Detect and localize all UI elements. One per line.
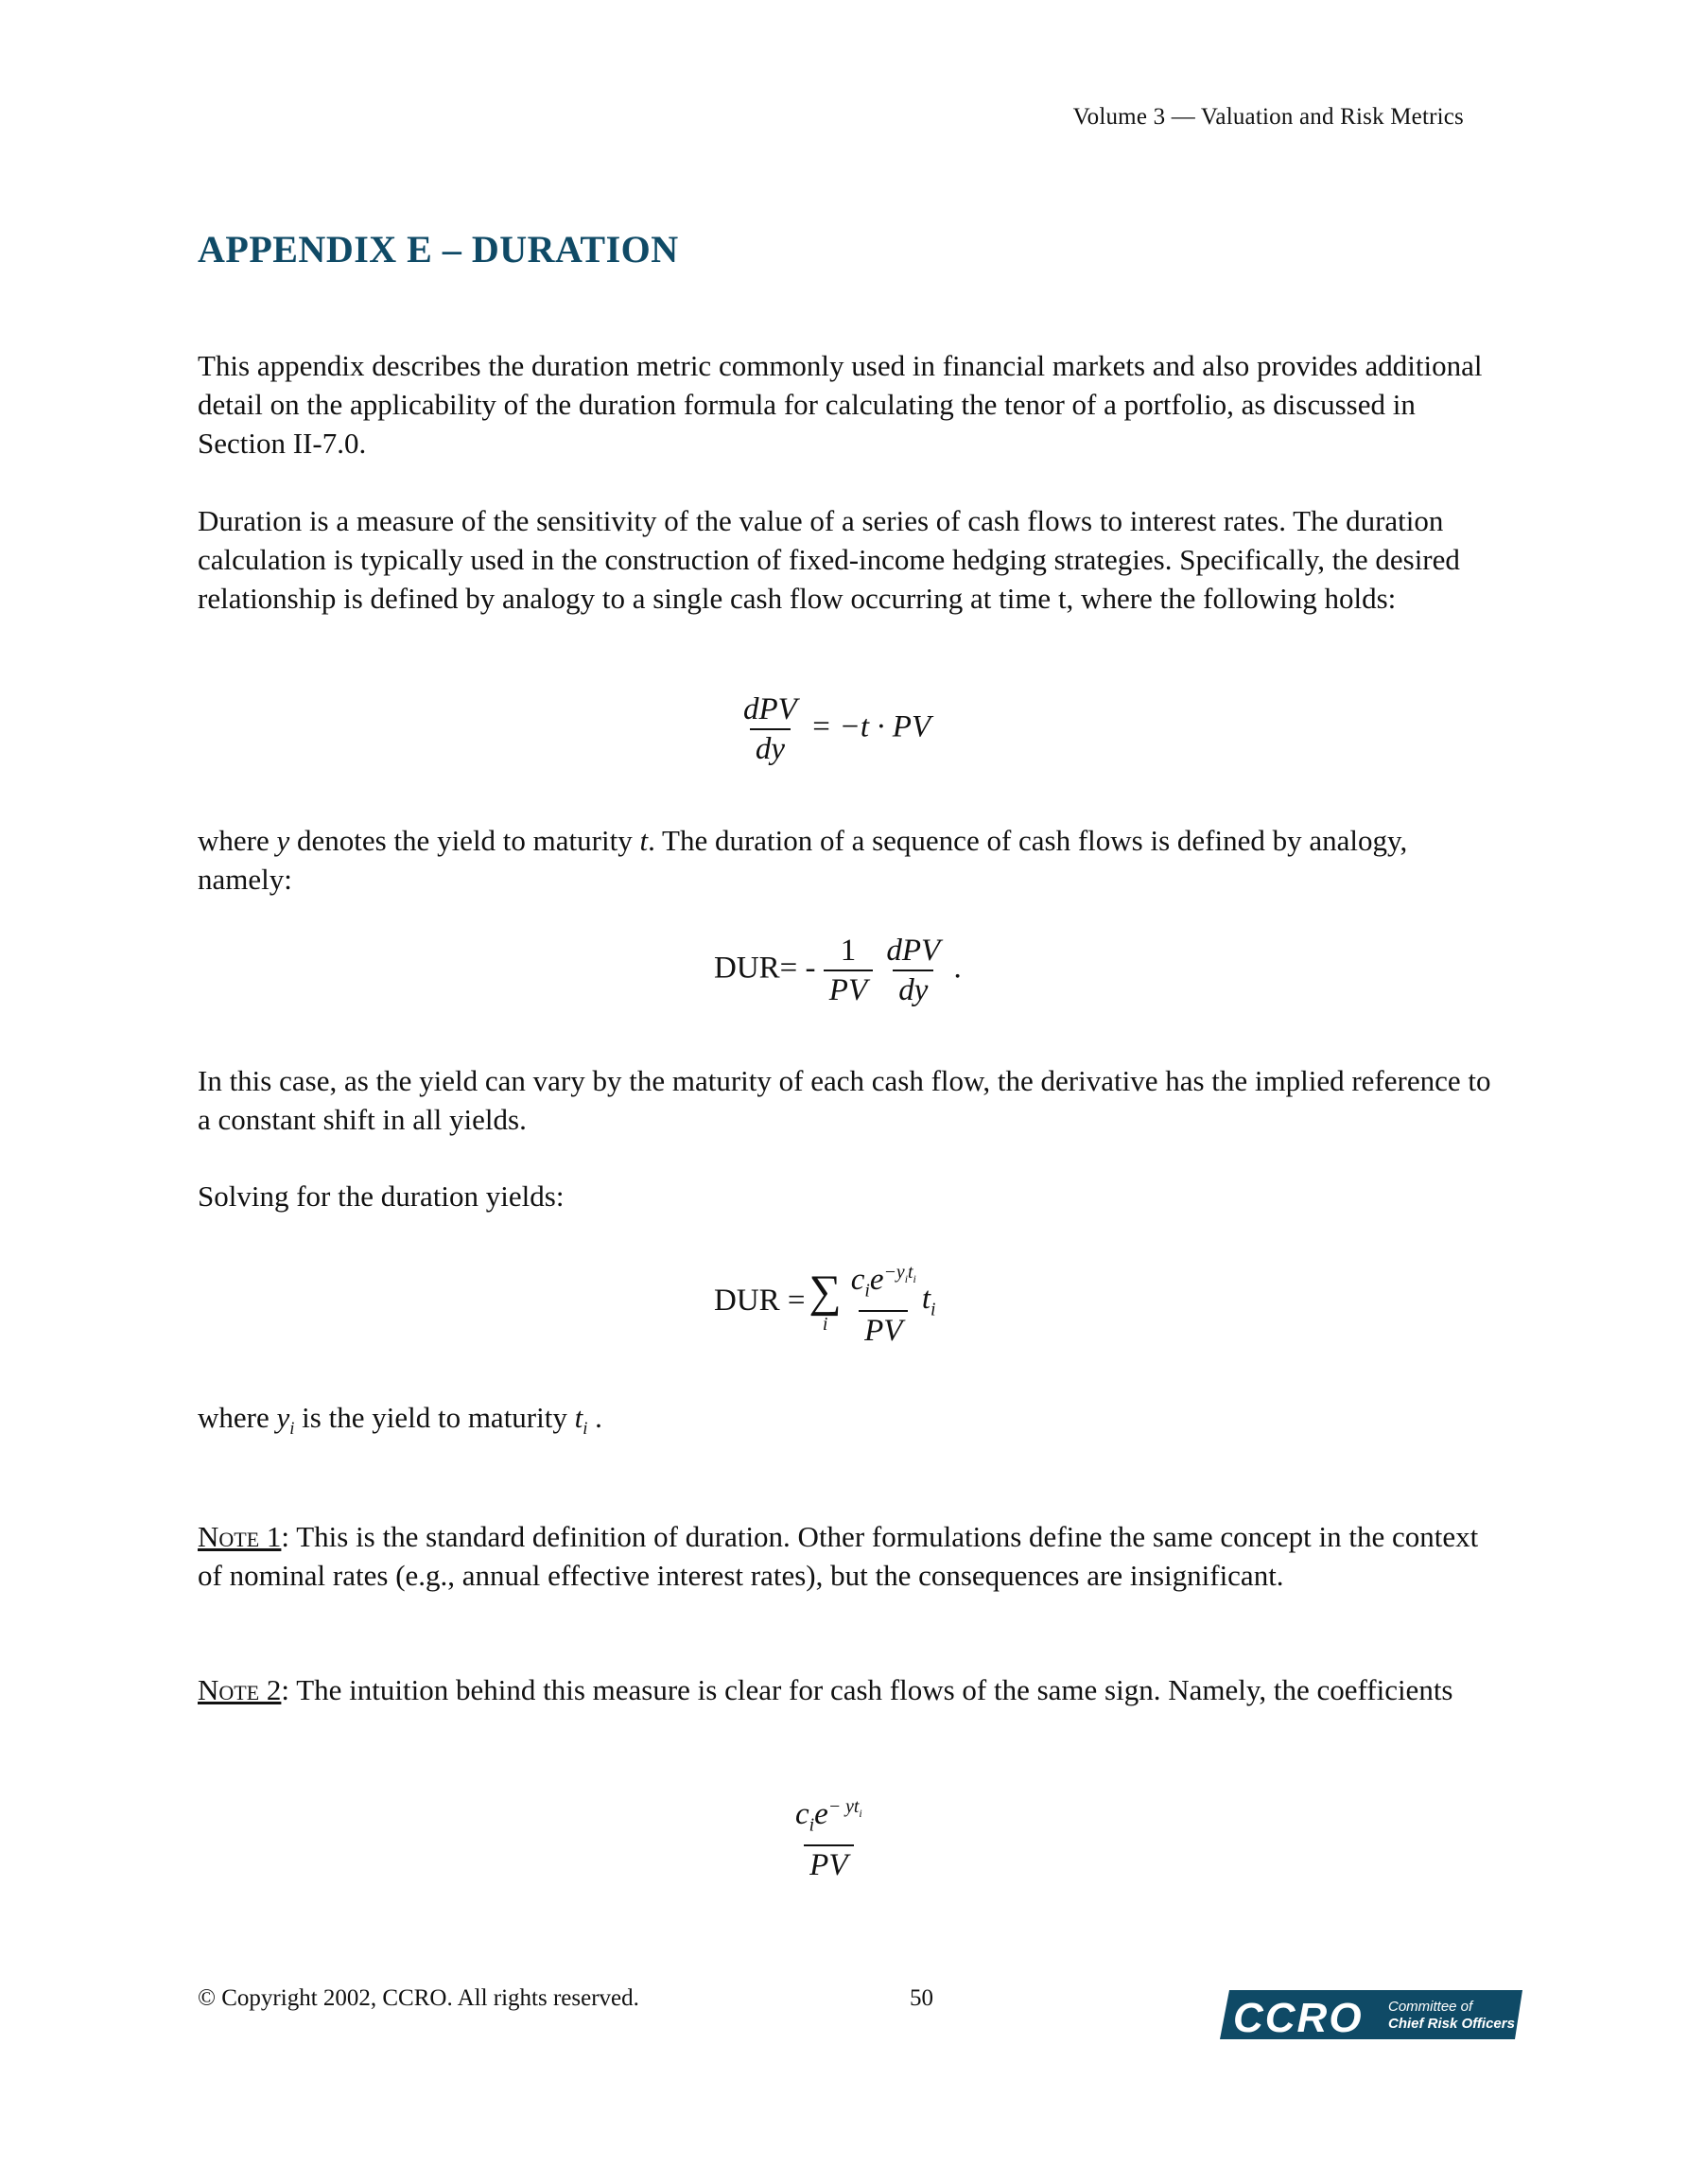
equation-coefficient xyxy=(790,1788,868,1884)
ccro-logo xyxy=(1220,1990,1522,2039)
text: . xyxy=(587,1401,602,1434)
page-number: 50 xyxy=(910,1985,933,2011)
ccro-logo-badge xyxy=(1220,1990,1522,2039)
equation-duration-sum xyxy=(714,1253,935,1350)
eq3-exp-t-sub: i xyxy=(913,1271,916,1285)
equation-dpv-dy xyxy=(738,690,930,768)
eq3-c: c xyxy=(850,1263,865,1297)
eq3-exp-t: t xyxy=(908,1262,913,1283)
eq2-frac2-num: dPV xyxy=(886,934,941,968)
eq3-c-sub: i xyxy=(864,1280,870,1302)
note-2-text: : The intuition behind this measure is clear for cash flows of the same sign. Namely, the coefficients xyxy=(281,1673,1453,1706)
eq1-denominator: dy xyxy=(750,728,791,768)
eq2-frac2-den: dy xyxy=(893,970,933,1009)
sigma-symbol: ∑ xyxy=(809,1266,842,1317)
var-y: y xyxy=(276,824,290,857)
eq1-rhs: = −t · PV xyxy=(810,709,931,744)
eq3-tail-sub: i xyxy=(930,1299,936,1320)
eq3-exp-sub: i xyxy=(904,1271,909,1285)
eq4-exp: − yt xyxy=(827,1796,860,1817)
text: denotes the yield to maturity xyxy=(289,824,640,857)
eq2-lhs: DUR= - xyxy=(714,951,816,986)
eq4-den: PV xyxy=(804,1844,853,1884)
sum-index: i xyxy=(822,1313,828,1335)
eq1-numerator: dPV xyxy=(743,692,797,726)
solving-paragraph: Solving for the duration yields: xyxy=(198,1179,565,1213)
where-y-paragraph xyxy=(198,821,1503,899)
eq3-den: PV xyxy=(859,1310,908,1350)
eq3-e: e xyxy=(869,1263,884,1297)
note-1 xyxy=(198,1517,1503,1595)
text: where xyxy=(198,824,277,857)
text: . The duration of a sequence of cash flows is defined by analogy, namely: xyxy=(198,824,1408,896)
eq2-tail: . xyxy=(953,951,962,986)
eq4-exp-sub: i xyxy=(859,1806,862,1820)
eq3-tail: t xyxy=(921,1282,930,1316)
eq3-lhs: DUR = xyxy=(714,1284,806,1319)
running-header: Volume 3 — Valuation and Risk Metrics xyxy=(1072,104,1464,130)
copyright-notice: © Copyright 2002, CCRO. All rights reserved. xyxy=(198,1985,639,2011)
var-t: t xyxy=(639,824,649,857)
note-1-label: Note 1 xyxy=(198,1520,282,1553)
note-2 xyxy=(198,1670,1503,1709)
eq4-c-sub: i xyxy=(809,1814,815,1836)
note-2-label: Note 2 xyxy=(198,1673,282,1706)
logo-wordmark: CCRO xyxy=(1233,1995,1364,2039)
logo-line2: Chief Risk Officers xyxy=(1388,2016,1515,2032)
where-yi-paragraph: where $y_i$ is the yield to maturity $t_i$ . xyxy=(198,1401,602,1440)
text: is the yield to maturity xyxy=(294,1401,575,1434)
text: where xyxy=(198,1401,277,1434)
page-title: APPENDIX E – DURATION xyxy=(198,228,679,271)
note-1-text: : This is the standard definition of duration. Other formulations define the same concept in the context of nominal rates (e.g., annual effective interest rates), but the consequences are insignificant. xyxy=(198,1520,1479,1592)
logo-line1: Committee of xyxy=(1388,1999,1473,2015)
eq4-e: e xyxy=(814,1797,828,1831)
eq2-frac1-den: PV xyxy=(824,970,873,1009)
equation-duration-definition xyxy=(714,932,962,1009)
definition-paragraph: Duration is a measure of the sensitivity of the value of a series of cash flows to interest rates. The duration calculation is typically used in the construction of fixed-income hedging strategies. Specifically, the desired relationship is defined by analogy to a single cash flow occurring at time t, where the following holds: xyxy=(198,504,1460,615)
eq3-exp: −y xyxy=(883,1262,905,1283)
case-paragraph: In this case, as the yield can vary by the maturity of each cash flow, the derivative has the implied reference to a constant shift in all yields. xyxy=(198,1064,1491,1136)
eq4-c: c xyxy=(795,1797,809,1831)
eq2-frac1-num: 1 xyxy=(840,934,857,968)
intro-paragraph: This appendix describes the duration metric commonly used in financial markets and also provides additional detail on the applicability of the duration formula for calculating the tenor of a portfolio, as discussed in Section II-7.0. xyxy=(198,349,1483,460)
